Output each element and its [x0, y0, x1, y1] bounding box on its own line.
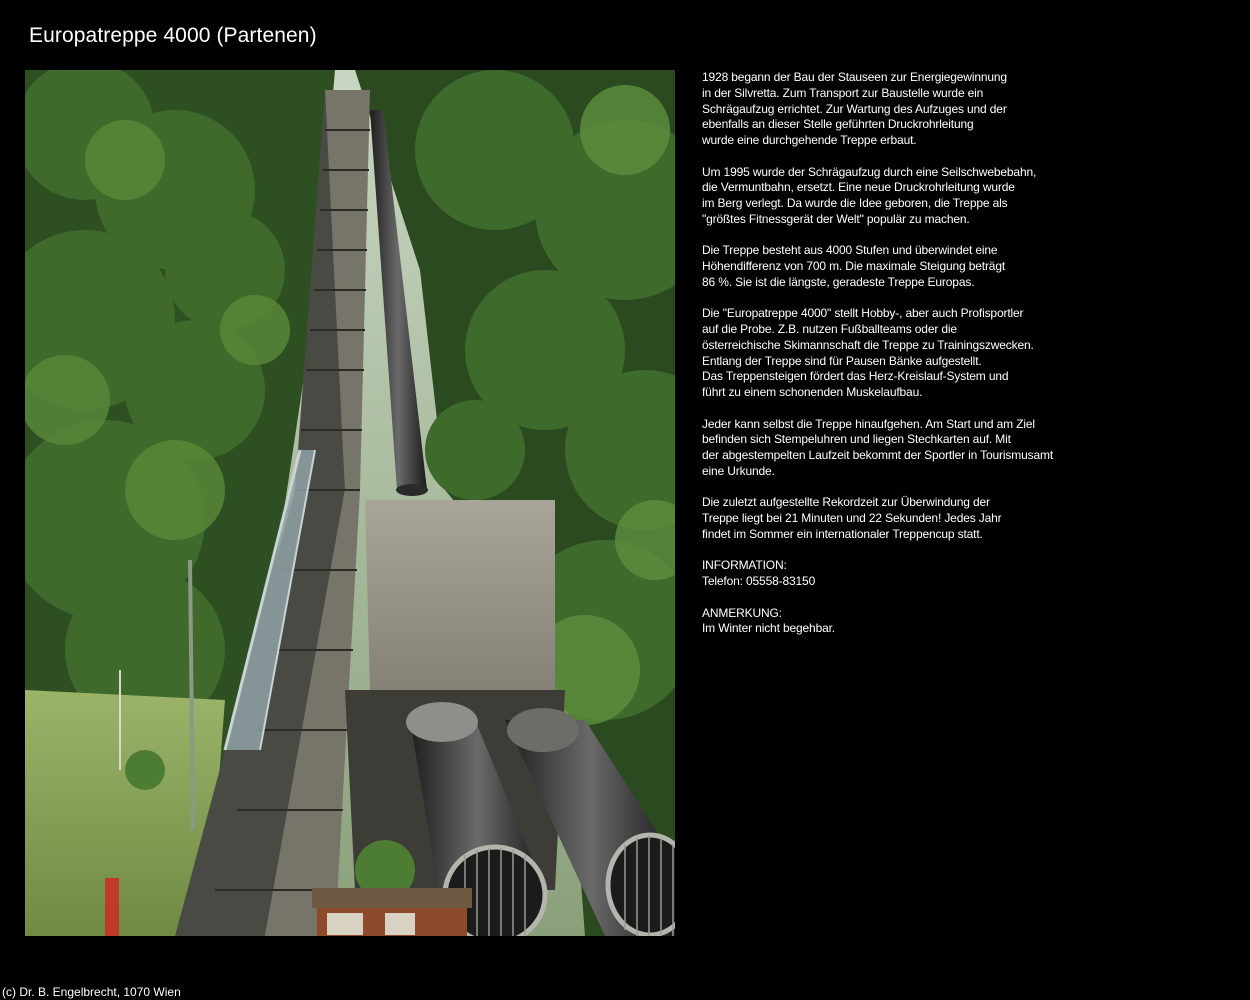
text-line: Treppe liegt bei 21 Minuten und 22 Sekunden! Jedes Jahr: [702, 511, 1002, 525]
text-line: Die Treppe besteht aus 4000 Stufen und überwindet eine: [702, 243, 998, 258]
photo-illustration: [25, 70, 675, 936]
paragraph-information: [702, 558, 1222, 590]
paragraph-record: [702, 495, 1222, 542]
text-line: in der Silvretta. Zum Transport zur Baustelle wurde ein: [702, 85, 984, 100]
text-line: 86 %. Sie ist die längste, geradeste Treppe Europas.: [702, 274, 975, 289]
text-line: Schrägaufzug errichtet. Zur Wartung des Aufzuges und der: [702, 101, 1007, 116]
text-line: auf die Probe. Z.B. nutzen Fußballteams oder die: [702, 322, 957, 336]
page-title: Europatreppe 4000 (Partenen): [29, 24, 317, 47]
text-line: Jeder kann selbst die Treppe hinaufgehen. Am Start und am Ziel: [702, 416, 1035, 431]
remark-text: Im Winter nicht begehbar.: [702, 621, 835, 636]
text-line: befinden sich Stempeluhren und liegen Stechkarten auf. Mit: [702, 432, 1011, 447]
text-line: im Berg verlegt. Da wurde die Idee geboren, die Treppe als: [702, 196, 1008, 210]
text-line: Entlang der Treppe sind für Pausen Bänke aufgestellt.: [702, 353, 982, 368]
paragraph-history: [702, 70, 1222, 149]
paragraph-vermuntbahn: [702, 165, 1222, 228]
text-line: ebenfalls an dieser Stelle geführten Druckrohrleitung: [702, 117, 974, 132]
information-heading: INFORMATION:: [702, 558, 787, 573]
photo-stairway: [25, 70, 675, 936]
text-line: österreichische Skimannschaft die Treppe zu Trainingszwecken.: [702, 337, 1034, 352]
text-line: Um 1995 wurde der Schrägaufzug durch eine Seilschwebebahn,: [702, 164, 1037, 179]
text-line: führt zu einem schonenden Muskelaufbau.: [702, 385, 923, 399]
text-line: die Vermuntbahn, ersetzt. Eine neue Druckrohrleitung wurde: [702, 180, 1015, 195]
phone-number: Telefon: 05558-83150: [702, 574, 816, 588]
paragraph-timing: [702, 417, 1222, 480]
text-line: Die "Europatreppe 4000" stellt Hobby-, aber auch Profisportler: [702, 306, 1024, 321]
text-line: Das Treppensteigen fördert das Herz-Kreislauf-System und: [702, 369, 1009, 384]
text-line: 1928 begann der Bau der Stauseen zur Energiegewinnung: [702, 70, 1007, 84]
text-line: Die zuletzt aufgestellte Rekordzeit zur Überwindung der: [702, 495, 990, 510]
paragraph-remark: [702, 606, 1222, 638]
text-line: wurde eine durchgehende Treppe erbaut.: [702, 133, 917, 147]
description: [702, 70, 1222, 653]
paragraph-facts: [702, 243, 1222, 290]
text-line: eine Urkunde.: [702, 463, 775, 478]
copyright-footer: (c) Dr. B. Engelbrecht, 1070 Wien: [2, 985, 181, 999]
text-line: "größtes Fitnessgerät der Welt" populär zu machen.: [702, 211, 970, 226]
remark-heading: ANMERKUNG:: [702, 605, 782, 620]
text-line: Höhendifferenz von 700 m. Die maximale Steigung beträgt: [702, 259, 1006, 273]
text-line: findet im Sommer ein internationaler Treppencup statt.: [702, 526, 983, 541]
paragraph-sport: [702, 306, 1222, 401]
text-line: der abgestempelten Laufzeit bekommt der Sportler in Tourismusamt: [702, 448, 1054, 462]
